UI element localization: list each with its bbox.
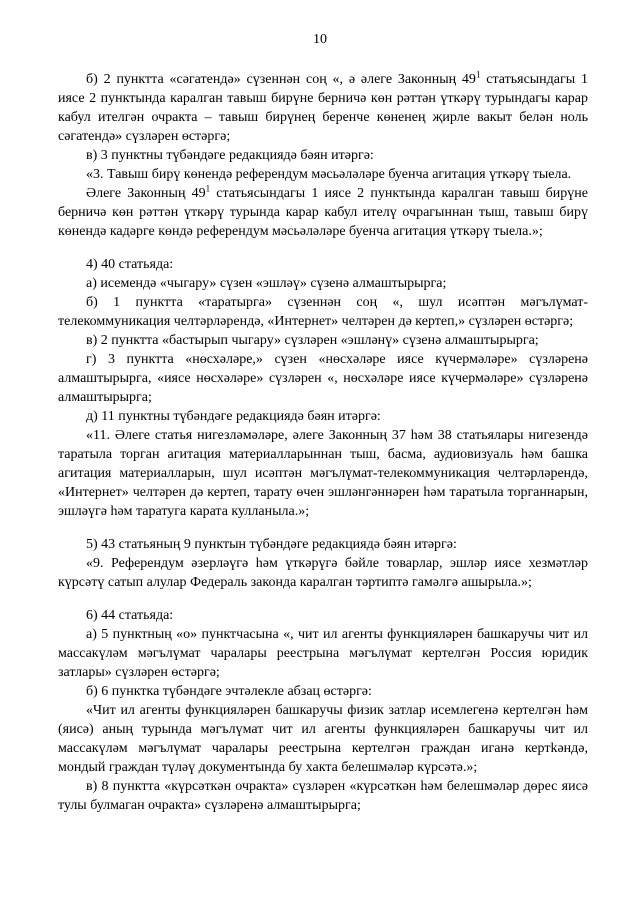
paragraph: в) 2 пунктта «бастырып чыгару» сүзләрен «эшләнү» сүзенә алмаштырырга; (86, 333, 539, 348)
paragraph: 5) 43 статьяның 9 пунктын түбәндәге редакциядә бәян итәргә: (86, 537, 457, 552)
paragraph: д) 11 пунктны түбәндәге редакциядә бәян итәргә: (86, 409, 381, 424)
paragraph: а) 5 пунктның «о» пунктчасына «, чит ил агенты функцияләрен башкаручы чит ил массакүләм мәгълүмат чаралары реестрына мәгълүмат кертелгән Россия юридик затлары» сүзләрен өстәргә; (58, 627, 588, 680)
paragraph: «9. Референдум әзерләүгә һәм үткәрүгә бәйле товарлар, эшләр иясе хезмәтләр күрсәтү сатып алулар Федераль законда каралган тәртиптә гамәлгә ашырыла.»; (58, 556, 588, 590)
document-body (58, 70, 588, 815)
page-number: 10 (313, 32, 327, 47)
paragraph: в) 3 пунктны түбәндәге редакциядә бәян итәргә: (86, 148, 374, 163)
paragraph: г) 3 пунктта «нөсхәләре,» сүзен «нөсхәләре иясе күчермәләре» сүзләренә алмаштырырга, «иясе нөсхәләре» сүзләрен «, нөсхәләре иясе күчермәләре» сүзләренә алмаштырырга; (58, 352, 588, 405)
paragraph: б) 6 пунктка түбәндәге эчтәлекле абзац өстәргә: (86, 684, 372, 699)
paragraph: 4) 40 статьяда: (86, 257, 174, 272)
paragraph: б) 1 пунктта «таратырга» сүзеннән соң «, шул исәптән мәгълүмат-телекоммуникация челтәрләрендә, «Интернет» челтәрен дә кертеп,» сүзләрен өстәргә; (58, 295, 588, 329)
paragraph: 6) 44 статьяда: (86, 608, 174, 623)
paragraph: «11. Әлеге статья нигезләмәләре, әлеге Законның 37 һәм 38 статьялары нигезендә таратыла торган агитация материалларыннан тыш, басма, аудиовизуаль һәм башка агитация материалларын, шул исәптән мәгълүмат-телекоммуникация челтәрләрендә, «Интернет» челтәрен дә кертеп, тарату өчен эшләнгәннәрен һәм таратыла торганнарын, эшләүгә һәм таратуга карата кулланыла.»; (58, 428, 588, 519)
paragraph: Әлеге Законның $49^1$ статьясындагы 1 иясе 2 пунктында каралган тавыш бирүне берничә көн рәттән үткәрү турында карар кабул ителү очрагыннан тыш, тавыш бирү көнендә кадәрге көндә референдум мәсьәләләре буенча агитация үткәрү тыела.»; (58, 183, 588, 239)
paragraph: «Чит ил агенты функцияләрен башкаручы физик затлар исемлегенә кертелгән һәм (яисә) аның турында мәгълүмат чит ил агенты функцияләрен башкаручы чит ил массакүләм мәгълүмат чаралары реестрына кертелгән граждан иганә кертkәндә, мондый граждан түләү документында бу хакта белешмәләр күрсәтә.»; (58, 703, 588, 775)
paragraph: б) 2 пунктта «сәгатендә» сүзеннән соң «, ә әлеге Законның $49^1$ статьясындагы 1 иясе 2 пунктында каралган тавыш бирүне берничә көн рәттән үткәрү турындагы карар кабул ителгән очракта – тавыш бирүнең беренче көненең җирле вакыт белән ноль сәгатендә» сүзләрен өстәргә; (58, 69, 588, 144)
paragraph: «3. Тавыш бирү көнендә референдум мәсьәләләре буенча агитация үткәрү тыела. (86, 167, 572, 182)
paragraph: в) 8 пунктта «күрсәткән очракта» сүзләрен «күрсәткән һәм белешмәләр дөрес яисә тулы булмаган очракта» сүзләренә алмаштырырга; (58, 779, 588, 813)
paragraph: а) исемендә «чыгару» сүзен «эшләү» сүзенә алмаштырырга; (86, 276, 447, 291)
